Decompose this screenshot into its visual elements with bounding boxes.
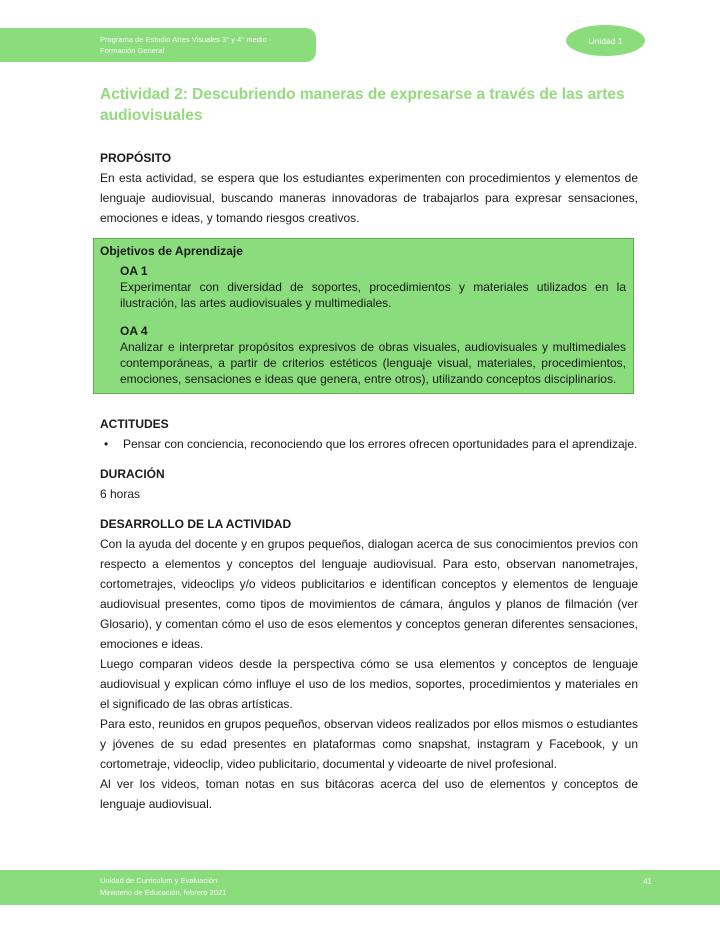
desarrollo-paragraph-1: Con la ayuda del docente y en grupos pequeños, dialogan acerca de sus conocimientos previos con respecto a elementos y conceptos del lenguaje audiovisual. Para esto, observan nanometrajes, cortometrajes, videoclips y/o videos publicitarios e identifican conceptos y elementos de lenguaje audiovisual presentes, como tipos de movimientos de cámara, ángulos y planos de filmación (ver Glosario), y comentan cómo el uso de esos elementos y conceptos generan diferentes sensaciones, emociones e ideas. — [100, 537, 638, 651]
header-program-band — [0, 28, 316, 62]
objective-text: Experimentar con diversidad de soportes, procedimientos y materiales utilizados en la ilustración, las artes audiovisuales y multimediales. — [120, 280, 626, 310]
objective-item-oa1 — [120, 263, 626, 311]
proposito-heading: PROPÓSITO — [100, 151, 172, 165]
proposito-section — [100, 148, 638, 228]
actitudes-section — [100, 414, 638, 454]
footer-line2: Ministerio de Educación, febrero 2021 — [100, 888, 227, 897]
desarrollo-paragraph-3: Para esto, reunidos en grupos pequeños, observan videos realizados por ellos mismos o estudiantes y jóvenes de su edad presentes en plataformas como snapshat, instagram y Facebook, y un cortometraje, videoclip, video publicitario, documental y videoarte de nivel profesional. — [100, 717, 638, 771]
actitudes-heading: ACTITUDES — [100, 417, 169, 431]
desarrollo-heading: DESARROLLO DE LA ACTIVIDAD — [100, 517, 292, 531]
activity-title: Actividad 2: Descubriendo maneras de expresarse a través de las artes audiovisuales — [100, 86, 625, 124]
desarrollo-paragraph-4: Al ver los videos, toman notas en sus bitácoras acerca del uso de elementos y conceptos de lenguaje audiovisual. — [100, 777, 638, 811]
desarrollo-section — [100, 514, 638, 814]
objective-item-oa4 — [120, 323, 626, 387]
main-content — [100, 84, 638, 814]
footer-band — [0, 870, 720, 905]
page-number: 41 — [643, 877, 652, 886]
proposito-body: En esta actividad, se espera que los estudiantes experimenten con procedimientos y elementos de lenguaje audiovisual, buscando maneras innovadoras de trabajarlos para expresar sensaciones, emociones e ideas, y tomando riesgos creativos. — [100, 171, 638, 225]
unit-badge: Unidad 1 — [566, 25, 645, 56]
duracion-section — [100, 464, 638, 504]
bullet-icon: • — [104, 437, 109, 451]
duracion-value: 6 horas — [100, 487, 141, 501]
actitudes-bullet-item — [100, 434, 638, 454]
objectives-box — [93, 238, 634, 394]
objective-text: Analizar e interpretar propósitos expresivos de obras visuales, audiovisuales y multimediales contemporáneas, a partir de criterios estéticos (lenguaje visual, materiales, procedimientos, emociones, sensaciones e ideas que genera, entre otros), utilizando conceptos disciplinarios. — [120, 340, 626, 386]
objectives-heading: Objetivos de Aprendizaje — [100, 244, 243, 258]
actitudes-bullet-text: Pensar con conciencia, reconociendo que los errores ofrecen oportunidades para el aprendizaje. — [123, 437, 638, 451]
objective-code: OA 4 — [120, 324, 148, 338]
objective-code: OA 1 — [120, 264, 148, 278]
desarrollo-paragraph-2: Luego comparan videos desde la perspectiva cómo se usa elementos y conceptos de lenguaje audiovisual y explican cómo influye el uso de los medios, soportes, procedimientos y materiales en el significado de las obras artísticas. — [100, 657, 638, 711]
duracion-heading: DURACIÓN — [100, 467, 165, 481]
footer-line1: Unidad de Curriculum y Evaluación — [100, 876, 218, 885]
header-program-line2: Formación General — [100, 46, 165, 55]
header-program-line1: Programa de Estudio Artes Visuales 3° y 4° medio — [100, 35, 267, 44]
